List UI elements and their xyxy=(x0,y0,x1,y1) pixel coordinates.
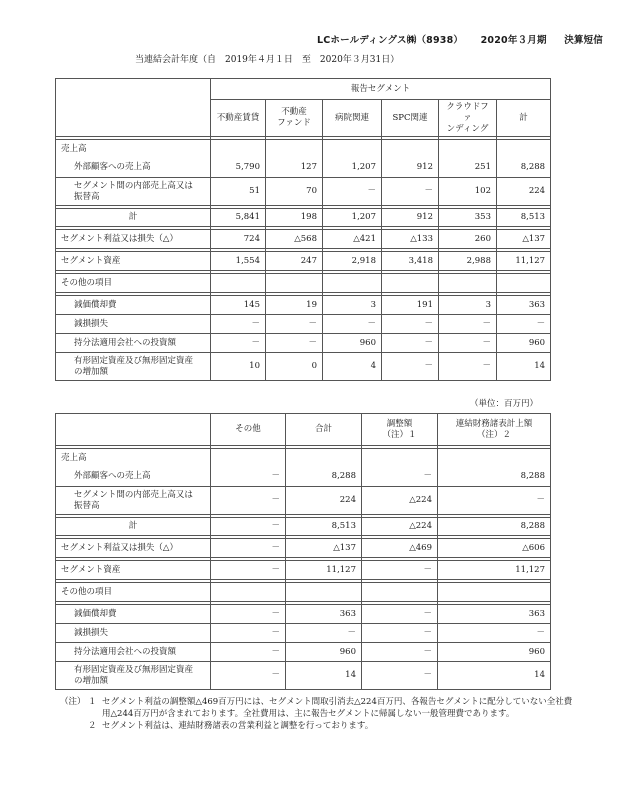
value-cell: 14 xyxy=(438,662,551,690)
column-header: クラウドファ ンディング xyxy=(439,100,497,137)
value-cell: － xyxy=(439,353,497,381)
value-cell: 224 xyxy=(286,487,362,515)
value-cell: 8,288 xyxy=(438,468,551,487)
total-row xyxy=(56,518,551,536)
value-cell: △224 xyxy=(362,518,438,536)
value-cell: 11,127 xyxy=(286,561,362,580)
footnotes xyxy=(60,696,580,732)
value-cell: △606 xyxy=(438,539,551,558)
segment-table-reported xyxy=(55,78,551,381)
column-header: 不動産 ファンド xyxy=(266,100,323,137)
page-header xyxy=(317,32,603,46)
value-cell: － xyxy=(382,353,439,381)
value-cell: － xyxy=(362,662,438,690)
impairment-row xyxy=(56,315,551,334)
value-cell: － xyxy=(266,315,323,334)
footnote-number: ２ xyxy=(88,721,97,731)
value-cell: 960 xyxy=(497,334,551,353)
value-cell: 5,790 xyxy=(211,159,266,178)
value-cell: － xyxy=(211,334,266,353)
external-sales-row xyxy=(56,468,551,487)
value-cell: － xyxy=(362,643,438,662)
value-cell: 363 xyxy=(438,605,551,624)
other-items-section-row xyxy=(56,274,551,293)
row-label: セグメント間の内部売上高又は 振替高 xyxy=(56,487,211,515)
depreciation-row xyxy=(56,296,551,315)
value-cell: 363 xyxy=(497,296,551,315)
value-cell: 191 xyxy=(382,296,439,315)
row-label: 減損損失 xyxy=(56,315,211,334)
value-cell: 2,988 xyxy=(439,252,497,271)
value-cell: － xyxy=(362,605,438,624)
value-cell: － xyxy=(286,624,362,643)
value-cell: 724 xyxy=(211,230,266,249)
value-cell: 8,288 xyxy=(286,468,362,487)
footnote-text: セグメント利益は、連結財務諸表の営業利益と調整を行っております。 xyxy=(102,721,374,731)
capex-increase-row xyxy=(56,662,551,690)
value-cell: － xyxy=(211,624,286,643)
value-cell: － xyxy=(438,487,551,515)
row-label: 減価償却費 xyxy=(56,605,211,624)
value-cell: － xyxy=(211,315,266,334)
value-cell: － xyxy=(497,315,551,334)
impairment-row xyxy=(56,624,551,643)
value-cell: 14 xyxy=(497,353,551,381)
external-sales-row xyxy=(56,159,551,178)
value-cell: 102 xyxy=(439,178,497,206)
value-cell: 14 xyxy=(286,662,362,690)
segment-assets-row xyxy=(56,561,551,580)
value-cell: － xyxy=(211,518,286,536)
table-row xyxy=(56,79,551,100)
value-cell: － xyxy=(382,334,439,353)
column-header: その他 xyxy=(211,414,286,446)
row-label: 減損損失 xyxy=(56,624,211,643)
value-cell: 0 xyxy=(266,353,323,381)
value-cell: 11,127 xyxy=(438,561,551,580)
value-cell: － xyxy=(266,334,323,353)
unit-note: （単位：百万円） xyxy=(469,399,538,409)
footnote-marker: （注） xyxy=(60,697,86,707)
value-cell: 8,513 xyxy=(286,518,362,536)
value-cell: 224 xyxy=(497,178,551,206)
value-cell: 8,288 xyxy=(438,518,551,536)
value-cell: 198 xyxy=(266,209,323,227)
row-label: 計 xyxy=(56,209,211,227)
value-cell: △469 xyxy=(362,539,438,558)
intersegment-sales-row xyxy=(56,178,551,206)
footnote-number: １ xyxy=(88,697,97,707)
value-cell: 247 xyxy=(266,252,323,271)
column-header: 調整額 （注）１ xyxy=(362,414,438,446)
value-cell: △137 xyxy=(286,539,362,558)
sales-section-row xyxy=(56,449,551,468)
fiscal-period: 当連結会計年度（自 2019年４月１日 至 2020年３月31日） xyxy=(135,55,400,65)
value-cell: 3 xyxy=(439,296,497,315)
value-cell: 8,288 xyxy=(497,159,551,178)
value-cell: 51 xyxy=(211,178,266,206)
column-header: 病院関連 xyxy=(323,100,382,137)
value-cell: 912 xyxy=(382,159,439,178)
row-label: 外部顧客への売上高 xyxy=(56,159,211,178)
value-cell: 960 xyxy=(286,643,362,662)
value-cell: － xyxy=(439,315,497,334)
value-cell: － xyxy=(211,662,286,690)
value-cell: 353 xyxy=(439,209,497,227)
column-header: 合計 xyxy=(286,414,362,446)
footnote-text: セグメント利益の調整額△469百万円には、セグメント間取引消去△224百万円、各報告セグメントに配分していない全社費用△244百万円が含まれております。全社費用は、主に報告セグメントに帰属しない一般管理費であります。 xyxy=(102,697,573,719)
value-cell: △421 xyxy=(323,230,382,249)
value-cell: － xyxy=(323,178,382,206)
value-cell: － xyxy=(211,539,286,558)
reported-segments-header: 報告セグメント xyxy=(211,79,551,100)
row-label: 計 xyxy=(56,518,211,536)
segment-table-reconciliation xyxy=(55,413,551,690)
section-label: その他の項目 xyxy=(56,583,211,602)
value-cell: △137 xyxy=(497,230,551,249)
value-cell: 127 xyxy=(266,159,323,178)
column-header: 連結財務諸表計上額 （注）２ xyxy=(438,414,551,446)
value-cell: 11,127 xyxy=(497,252,551,271)
value-cell: 19 xyxy=(266,296,323,315)
value-cell: － xyxy=(382,315,439,334)
value-cell: － xyxy=(211,487,286,515)
section-label: 売上高 xyxy=(56,449,211,468)
value-cell: 70 xyxy=(266,178,323,206)
value-cell: － xyxy=(362,468,438,487)
row-label: セグメント資産 xyxy=(56,252,211,271)
fiscal-year-label: 2020年３月期 xyxy=(480,35,547,46)
value-cell: 4 xyxy=(323,353,382,381)
row-label: 持分法適用会社への投資額 xyxy=(56,334,211,353)
value-cell: 960 xyxy=(323,334,382,353)
section-label: その他の項目 xyxy=(56,274,211,293)
value-cell: 1,207 xyxy=(323,209,382,227)
value-cell: － xyxy=(211,468,286,487)
column-header: SPC関連 xyxy=(382,100,439,137)
value-cell: △133 xyxy=(382,230,439,249)
row-label: 外部顧客への売上高 xyxy=(56,468,211,487)
value-cell: 8,513 xyxy=(497,209,551,227)
other-items-section-row xyxy=(56,583,551,602)
total-row xyxy=(56,209,551,227)
value-cell: △568 xyxy=(266,230,323,249)
intersegment-sales-row xyxy=(56,487,551,515)
value-cell: － xyxy=(439,334,497,353)
segment-profit-row xyxy=(56,230,551,249)
value-cell: 960 xyxy=(438,643,551,662)
value-cell: － xyxy=(362,624,438,643)
value-cell: － xyxy=(323,315,382,334)
value-cell: 260 xyxy=(439,230,497,249)
value-cell: 912 xyxy=(382,209,439,227)
value-cell: 251 xyxy=(439,159,497,178)
document-type: 決算短信 xyxy=(564,35,603,46)
row-label: 減価償却費 xyxy=(56,296,211,315)
company-name: LCホールディングス㈱（8938） xyxy=(316,35,464,46)
column-header-row xyxy=(56,414,551,446)
value-cell: － xyxy=(211,643,286,662)
value-cell: 145 xyxy=(211,296,266,315)
equity-investment-row xyxy=(56,643,551,662)
value-cell: 363 xyxy=(286,605,362,624)
depreciation-row xyxy=(56,605,551,624)
value-cell: － xyxy=(211,605,286,624)
row-label: セグメント利益又は損失（△） xyxy=(56,230,211,249)
segment-profit-row xyxy=(56,539,551,558)
value-cell: － xyxy=(211,561,286,580)
value-cell: － xyxy=(438,624,551,643)
value-cell: － xyxy=(362,561,438,580)
equity-investment-row xyxy=(56,334,551,353)
value-cell: 1,207 xyxy=(323,159,382,178)
value-cell: 3,418 xyxy=(382,252,439,271)
segment-assets-row xyxy=(56,252,551,271)
row-label: 有形固定資産及び無形固定資産 の増加額 xyxy=(56,353,211,381)
row-label: 持分法適用会社への投資額 xyxy=(56,643,211,662)
row-label: セグメント間の内部売上高又は 振替高 xyxy=(56,178,211,206)
value-cell: － xyxy=(382,178,439,206)
value-cell: 5,841 xyxy=(211,209,266,227)
value-cell: 2,918 xyxy=(323,252,382,271)
footnote-2 xyxy=(60,720,580,732)
value-cell: 1,554 xyxy=(211,252,266,271)
column-header: 不動産賃貸 xyxy=(211,100,266,137)
row-label: セグメント利益又は損失（△） xyxy=(56,539,211,558)
footnote-1 xyxy=(60,696,580,720)
capex-increase-row xyxy=(56,353,551,381)
value-cell: 3 xyxy=(323,296,382,315)
column-header: 計 xyxy=(497,100,551,137)
row-label: 有形固定資産及び無形固定資産 の増加額 xyxy=(56,662,211,690)
value-cell: 10 xyxy=(211,353,266,381)
sales-section-row xyxy=(56,140,551,159)
value-cell: △224 xyxy=(362,487,438,515)
row-label: セグメント資産 xyxy=(56,561,211,580)
section-label: 売上高 xyxy=(56,140,211,159)
